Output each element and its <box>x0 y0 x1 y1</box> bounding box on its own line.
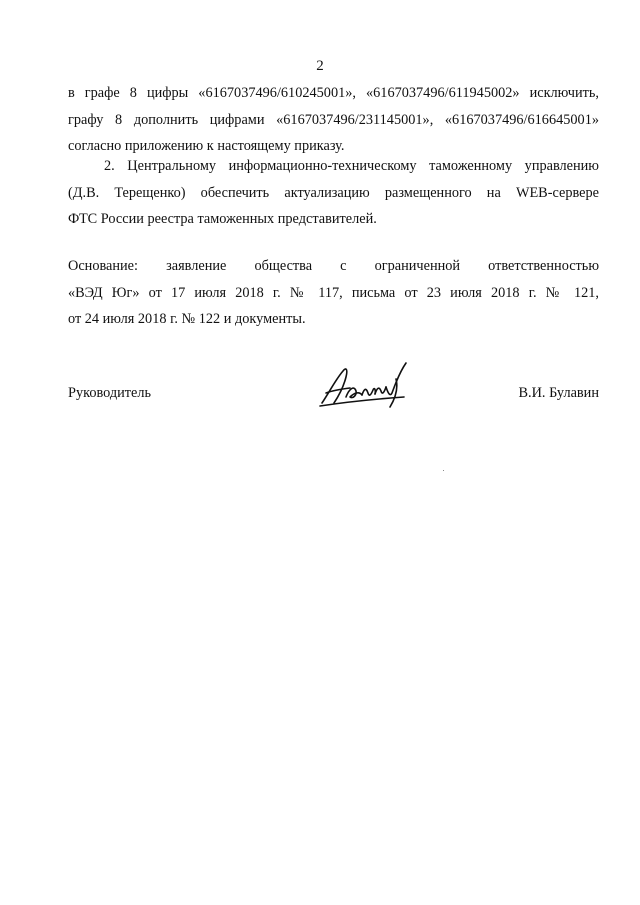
paragraph-line: согласно приложению к настоящему приказу. <box>68 138 345 154</box>
paragraph-line: (Д.В. Терещенко) обеспечить актуализацию размещенного на WEB-сервере <box>68 184 599 201</box>
paragraph-line: 2. Центральному информационно-техническому таможенному управлению <box>104 158 599 174</box>
scan-speck <box>443 470 444 471</box>
paragraph-line: графу 8 дополнить цифрами «6167037496/231145001», «6167037496/616645001» <box>68 111 599 128</box>
paragraph-line: в графе 8 цифры «6167037496/610245001», «6167037496/611945002» исключить, <box>68 85 599 101</box>
paragraph-line: Основание: заявление общества с ограниченной ответственностью <box>68 258 599 274</box>
paragraph-registry-update <box>68 153 599 233</box>
paragraph-line: «ВЭД Юг» от 17 июля 2018 г. № 117, письма от 23 июля 2018 г. № 121, <box>68 284 599 301</box>
paragraph-basis <box>68 253 599 333</box>
paragraph-exclusions <box>68 80 599 160</box>
paragraph-line: ФТС России реестра таможенных представителей. <box>68 211 377 227</box>
signatory-position: Руководитель <box>68 385 152 401</box>
paragraph-line: от 24 июля 2018 г. № 122 и документы. <box>68 311 306 327</box>
signatory-name: В.И. Булавин <box>518 385 599 401</box>
handwritten-signature <box>316 357 416 413</box>
page-number: 2 <box>316 58 324 74</box>
